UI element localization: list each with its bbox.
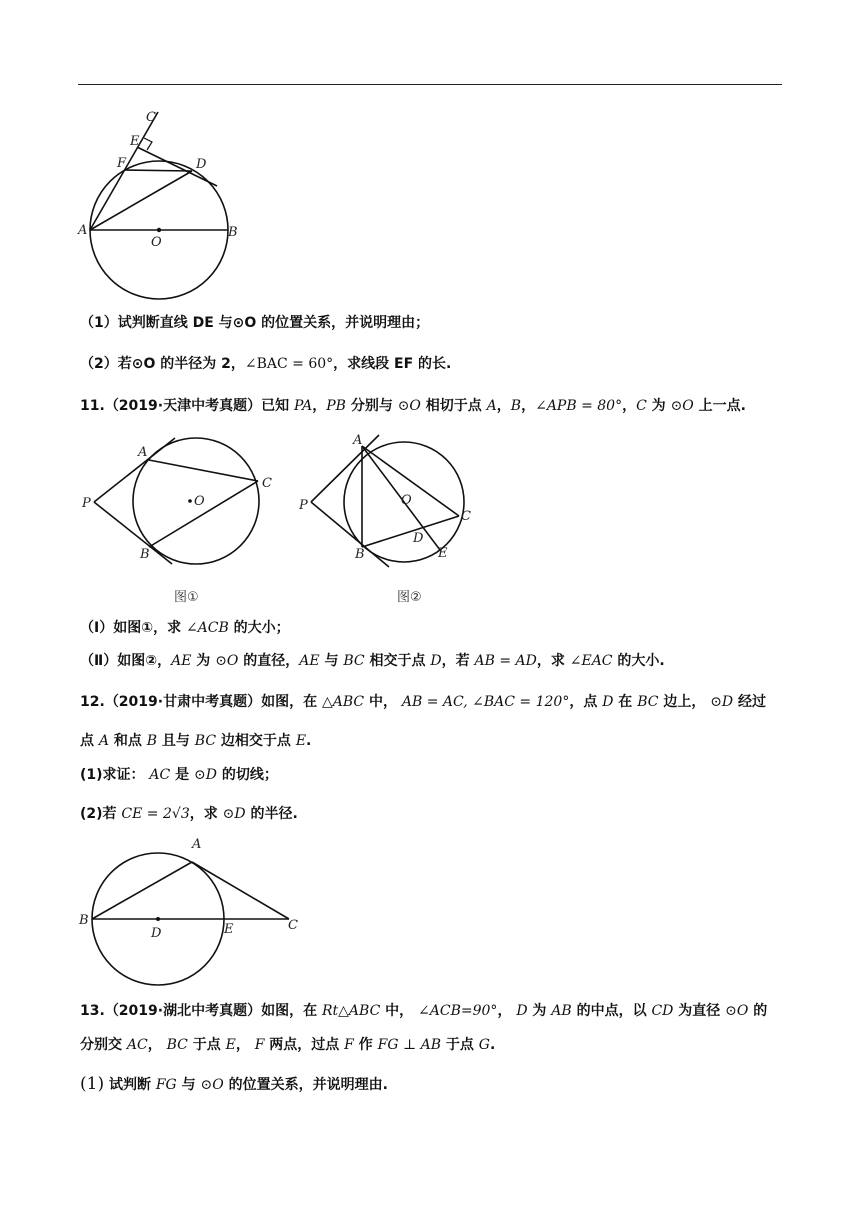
q13-d: D — [516, 1003, 528, 1019]
q13-text: ， — [235, 1037, 255, 1053]
label-B: B — [140, 547, 150, 562]
q13-text: 中， — [380, 1003, 419, 1019]
header-rule — [78, 84, 782, 85]
q11-a: A — [486, 398, 497, 414]
label-D: D — [151, 926, 162, 941]
q11-part1-angle: ∠ACB — [185, 620, 229, 636]
q12-text: 中， — [364, 694, 402, 710]
q12-d: D — [602, 694, 614, 710]
q13-triangle: Rt△ABC — [321, 1003, 381, 1019]
q11-eq: AB = AD — [474, 653, 537, 669]
q10-part1: （1）试判断直线 DE 与⊙O 的位置关系，并说明理由； — [80, 315, 430, 331]
q12-text: . — [306, 733, 312, 749]
q11-ae: AE — [299, 653, 320, 669]
q13-e: E — [225, 1037, 236, 1053]
q13-circle: ⊙O — [725, 1003, 749, 1019]
q11-part1 — [80, 618, 290, 638]
q12-part2-text: (2)若 — [80, 806, 122, 822]
q11-sep: ， — [312, 398, 327, 414]
q13-text: 的中点，以 — [571, 1003, 652, 1019]
q12-e: E — [295, 733, 307, 749]
q11-sep: ， — [496, 398, 511, 414]
q11-circle: ⊙O — [670, 398, 694, 414]
q11-stem — [80, 396, 746, 416]
q11-pa: PA — [293, 398, 313, 414]
q13-text: 如图，在 — [261, 1003, 322, 1019]
q12-number: 12. — [80, 694, 105, 710]
label-C: C — [461, 509, 471, 524]
figure-q12 — [76, 836, 316, 986]
q11-circle: ⊙O — [215, 653, 239, 669]
q13-circle: ⊙O — [200, 1077, 224, 1093]
q11-part2-text: 相交于点 — [364, 653, 431, 669]
q12-text: 边上， — [658, 694, 711, 710]
label-E: E — [224, 922, 234, 937]
q12-part2 — [80, 804, 298, 824]
q13-g: G — [478, 1037, 490, 1053]
label-B: B — [355, 547, 365, 562]
q12-text: 如图，在 — [261, 694, 322, 710]
q13-part1-num: (1) — [80, 1074, 105, 1094]
q11-d: D — [430, 653, 442, 669]
q11-part1-text: （Ⅰ）如图 — [80, 620, 142, 636]
q11-part2-text: ，求 — [536, 653, 570, 669]
q12-text: 边相交于点 — [216, 733, 296, 749]
q13-fg: FG — [155, 1077, 177, 1093]
q11-text: 上一点. — [693, 398, 746, 414]
q13-angle: ∠ACB=90° — [418, 1003, 498, 1019]
label-O: O — [194, 494, 205, 509]
q12-source: （2019·甘肃中考真题） — [104, 694, 262, 710]
q13-part1-text: 与 — [176, 1077, 201, 1093]
q13-stem — [80, 1001, 767, 1021]
q10-part2-tail: ，求线段 EF 的长. — [333, 356, 452, 372]
q11-part2-text: （Ⅱ）如图 — [80, 653, 146, 669]
q11-part1-text: ，求 — [153, 620, 186, 636]
label-C: C — [262, 476, 272, 491]
q12-stem-line2 — [80, 731, 311, 751]
q11-part2-text: 为 — [191, 653, 216, 669]
figure-q11-1 — [80, 430, 280, 610]
q13-part1-text: 试判断 — [104, 1077, 156, 1093]
q10-part2-angle: ∠BAC = 60° — [244, 356, 334, 372]
q11-part2-text: ， — [157, 653, 172, 669]
fig2-caption: 图② — [397, 590, 422, 605]
q12-ac: AC — [149, 767, 171, 783]
q13-text: . — [489, 1037, 496, 1053]
label-D: D — [196, 157, 207, 172]
label-C: C — [146, 110, 156, 125]
q12-part2-text: ，求 — [189, 806, 223, 822]
q13-number: 13. — [80, 1003, 105, 1019]
label-C: C — [288, 918, 298, 933]
label-E: E — [438, 546, 448, 561]
q11-part2-text: 的大小. — [612, 653, 665, 669]
q12-part2-text: 的半径. — [245, 806, 298, 822]
q12-cond: AB = AC, ∠BAC = 120° — [401, 694, 570, 710]
label-B: B — [228, 225, 238, 240]
label-D: D — [413, 531, 424, 546]
q10-part2 — [80, 354, 451, 374]
q13-text: 为直径 — [673, 1003, 726, 1019]
q13-text: 于点 — [187, 1037, 226, 1053]
label-O: O — [401, 493, 412, 508]
q13-text: 的 — [748, 1003, 768, 1019]
q13-ac: AC — [126, 1037, 148, 1053]
q11-angle: ∠APB = 80° — [535, 398, 623, 414]
label-P: P — [299, 498, 308, 513]
fig1-caption: 图① — [174, 590, 199, 605]
q13-cd: CD — [651, 1003, 674, 1019]
q13-part1-text: 的位置关系，并说明理由. — [223, 1077, 388, 1093]
q12-stem — [80, 692, 766, 712]
q12-bc: BC — [194, 733, 217, 749]
q11-part2-ref: ② — [145, 653, 158, 669]
q11-number: 11. — [80, 398, 105, 414]
q13-f: F — [254, 1037, 265, 1053]
q11-ae: AE — [171, 653, 192, 669]
q11-text: 为 — [646, 398, 671, 414]
q12-part1-text: 是 — [170, 767, 194, 783]
q12-triangle: △ABC — [321, 694, 365, 710]
q13-source: （2019·湖北中考真题） — [104, 1003, 262, 1019]
q11-sep: ， — [521, 398, 536, 414]
q11-circle: ⊙O — [397, 398, 421, 414]
q13-bc: BC — [166, 1037, 188, 1053]
q11-b: B — [510, 398, 522, 414]
q13-text: 为 — [527, 1003, 552, 1019]
q12-text: 和点 — [109, 733, 147, 749]
q11-c: C — [636, 398, 647, 414]
q13-ab: AB — [551, 1003, 572, 1019]
q11-text: 已知 — [261, 398, 294, 414]
q10-part2-text: （2）若⊙O 的半径为 2， — [80, 356, 245, 372]
q11-part2-angle: ∠EAC — [569, 653, 613, 669]
label-O: O — [151, 235, 162, 250]
q13-text: 于点 — [441, 1037, 479, 1053]
q11-text: 相切于点 — [420, 398, 487, 414]
q11-part1-ref: ① — [141, 620, 154, 636]
q12-a: A — [98, 733, 109, 749]
figure-q10 — [70, 100, 260, 300]
q11-part2-text: 与 — [319, 653, 344, 669]
q12-circle: ⊙D — [710, 694, 734, 710]
q12-part1-text: (1)求证： — [80, 767, 150, 783]
label-A: A — [192, 837, 202, 852]
q13-perp: FG ⊥ AB — [377, 1037, 442, 1053]
label-A: A — [138, 445, 148, 460]
q11-sep: ， — [622, 398, 637, 414]
q13-text: 两点，过点 — [264, 1037, 345, 1053]
label-A: A — [353, 433, 363, 448]
q12-circle: ⊙D — [194, 767, 217, 783]
label-B: B — [79, 913, 89, 928]
q13-stem-line2 — [80, 1035, 495, 1055]
q12-eq: CE = 2√3 — [121, 806, 190, 822]
q11-part2-text: 的直径， — [238, 653, 300, 669]
q12-text: 经过 — [733, 694, 767, 710]
q11-text: 分别与 — [345, 398, 398, 414]
q13-part1 — [80, 1074, 388, 1095]
q11-part2 — [80, 651, 665, 671]
q11-part1-text: 的大小； — [228, 620, 290, 636]
q12-bc: BC — [637, 694, 659, 710]
q13-text: 作 — [353, 1037, 378, 1053]
q12-b: B — [146, 733, 158, 749]
label-E: E — [130, 134, 140, 149]
q12-part1-text: 的切线； — [216, 767, 278, 783]
q12-text: ，点 — [569, 694, 603, 710]
label-F: F — [117, 156, 127, 171]
q13-f: F — [344, 1037, 354, 1053]
q11-pb: PB — [326, 398, 346, 414]
q12-part1 — [80, 765, 278, 785]
q11-part2-text: ，若 — [441, 653, 475, 669]
q11-source: （2019·天津中考真题） — [104, 398, 262, 414]
q13-text: ， — [497, 1003, 517, 1019]
q12-text: 且与 — [157, 733, 195, 749]
label-A: A — [78, 223, 88, 238]
q12-circle: ⊙D — [222, 806, 246, 822]
figure-q11-2 — [295, 430, 495, 610]
q13-text: ， — [147, 1037, 167, 1053]
q11-bc: BC — [343, 653, 365, 669]
q12-text: 在 — [613, 694, 638, 710]
label-P: P — [82, 496, 91, 511]
q13-text: 分别交 — [80, 1037, 127, 1053]
q12-text: 点 — [80, 733, 99, 749]
